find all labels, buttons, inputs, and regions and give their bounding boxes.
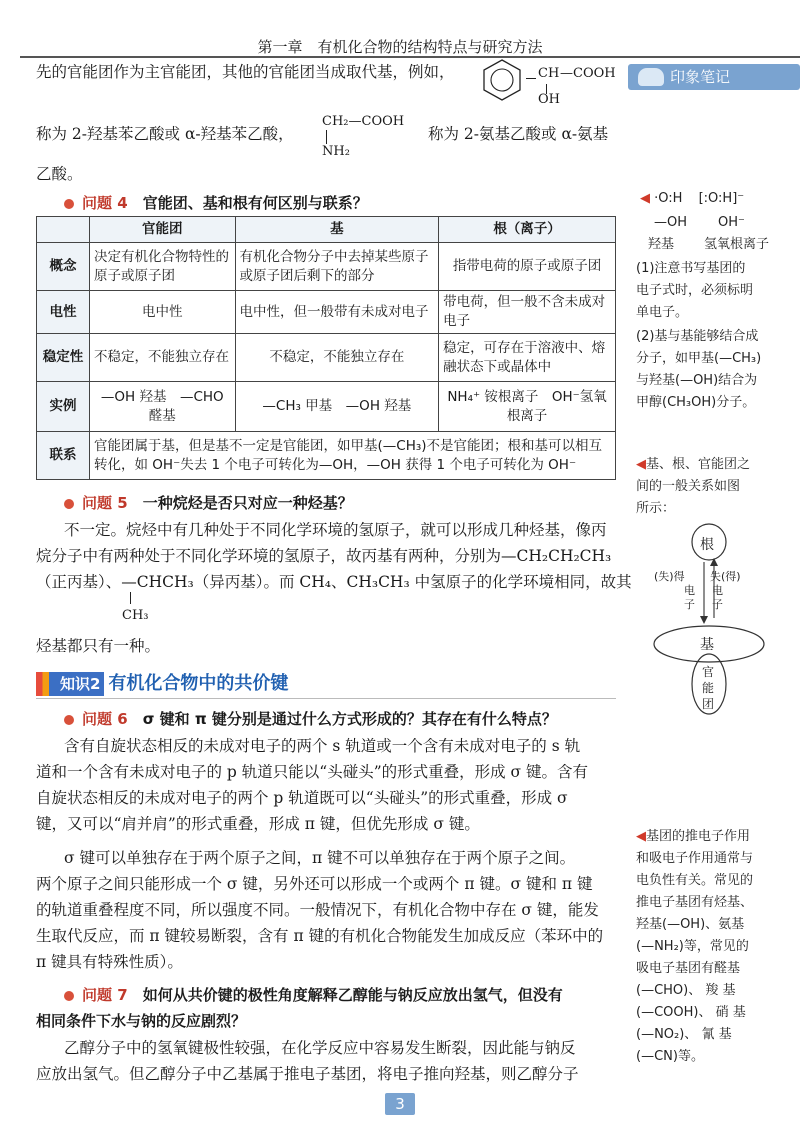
bullet-icon	[64, 991, 74, 1001]
q5-title: 一种烷烃是否只对应一种烃基？	[142, 494, 353, 512]
table-row	[37, 243, 616, 291]
section-rule	[36, 698, 616, 699]
diagram-lose: (失)得	[654, 570, 685, 583]
table-cell-merged: 官能团属于基，但是基不一定是官能团，如甲基(—CH₃)不是官能团；根和基可以相互转化，如 OH⁻失去 1 个电子可转化为—OH，—OH 获得 1 个电子可转化为 OH⁻	[90, 432, 616, 480]
side-note3-line: 电负性有关。常见的	[636, 873, 754, 888]
side-note2-text: 基、根、官能团之	[646, 457, 751, 472]
side-ohm: OH⁻	[718, 215, 745, 230]
mol1-cooh: —COOH	[560, 66, 616, 81]
chapter-header: 第一章 有机化合物的结构特点与研究方法	[257, 38, 543, 56]
bond-line	[526, 78, 536, 79]
notes-badge	[628, 64, 800, 90]
side-note3-line: (—CN)等。	[636, 1049, 704, 1064]
q6-heading	[64, 708, 557, 729]
bullet-icon	[64, 499, 74, 509]
side-note3-line: (—COOH)、 硝 基	[636, 1005, 746, 1020]
comparison-table	[36, 216, 616, 480]
side-note3-line: (—NH₂)等，常见的	[636, 939, 749, 954]
bullet-icon	[64, 715, 74, 725]
side-note1-line: (2)基与基能够结合成	[636, 329, 759, 344]
q7-number: 问题 7	[82, 986, 128, 1004]
q5-line-4: 烃基都只有一种。	[36, 637, 161, 655]
side-note3-line: (—NO₂)、 氰 基	[636, 1027, 732, 1042]
table-header: 根（离子）	[439, 217, 616, 243]
table-cell: NH₄⁺ 铵根离子 OH⁻氢氧根离子	[439, 382, 616, 432]
row-label: 稳定性	[37, 334, 90, 382]
side-note3-line: 吸电子基团有醛基	[636, 961, 741, 976]
diagram-root: 根	[700, 537, 714, 553]
table-cell: 稳定，可存在于溶液中、熔融状态下或晶体中	[439, 334, 616, 382]
triangle-marker-icon: ◀	[636, 829, 646, 844]
mol2-top: CH₂—COOH	[322, 114, 405, 129]
table-cell: 不稳定，不能独立存在	[90, 334, 236, 382]
q7-heading	[64, 984, 563, 1005]
q6-line: 生取代反应，而 π 键较易断裂，含有 π 键的有机化合物能发生加成反应（苯环中的	[36, 927, 604, 945]
diagram-e2: 电子	[712, 584, 723, 611]
table-cell: 决定有机化合物特性的原子或原子团	[90, 243, 236, 291]
bond-line	[130, 592, 131, 604]
q6-line: 自旋状态相反的未成对电子的两个 p 轨道既可以“头碰头”的形式重叠，形成 σ	[36, 789, 568, 807]
q5-sub-ch3: CH₃	[122, 608, 149, 623]
q6-line: π 键具有特殊性质）。	[36, 953, 183, 971]
table-cell: 带电荷，但一般不含未成对电子	[439, 291, 616, 334]
q6-line: 道和一个含有未成对电子的 p 轨道只能以“头碰头”的形式重叠，形成 σ 键。含有	[36, 763, 589, 781]
q6-line: 两个原子之间只能形成一个 σ 键，另外还可以形成一个或两个 π 键。σ 键和 π 键	[36, 875, 593, 893]
table-cell: —OH 羟基 —CHO 醛基	[90, 382, 236, 432]
q6-line: σ 键可以单独存在于两个原子之间，π 键不可以单独存在于两个原子之间。	[64, 849, 576, 867]
intro-line-1: 先的官能团作为主官能团，其他的官能团当成取代基，例如，	[36, 63, 455, 81]
table-row	[37, 291, 616, 334]
q7-line: 应放出氢气。但乙醇分子中乙基属于推电子基团，将电子推向羟基，则乙醇分子	[36, 1065, 579, 1083]
side-label-hydroxyl: 羟基	[648, 237, 675, 252]
table-cell: 电中性，但一般带有未成对电子	[235, 291, 439, 334]
side-note2-line: 间的一般关系如图	[636, 479, 741, 494]
header-rule	[20, 56, 800, 58]
diagram-gain: 失(得)	[710, 570, 741, 583]
table-header: 基	[235, 217, 439, 243]
table-corner	[37, 217, 90, 243]
q4-heading	[64, 192, 368, 213]
color-bars-icon	[36, 672, 56, 696]
q6-line: 的轨道重叠程度不同，所以强度不同。一般情况下，有机化合物中存在 σ 键，能发	[36, 901, 599, 919]
q7-line: 乙醇分子中的氢氧键极性较强，在化学反应中容易发生断裂，因此能与钠反	[64, 1039, 576, 1057]
badge-label: 印象笔记	[670, 68, 731, 86]
q5-line-3: （正丙基）、—CHCH₃（异丙基）。而 CH₄、CH₃CH₃ 中氢原子的化学环境相同，故其	[36, 573, 632, 591]
q5-heading	[64, 492, 353, 513]
mol1-ch: CH	[538, 66, 560, 81]
mol2-bottom: NH₂	[322, 144, 350, 159]
triangle-marker-icon: ◀	[640, 191, 650, 206]
table-header: 官能团	[90, 217, 236, 243]
q7-title: 如何从共价键的极性角度解释乙醇能与钠反应放出氢气，但没有	[142, 986, 563, 1004]
triangle-marker-icon: ◀	[636, 457, 646, 472]
table-cell: 指带电荷的原子或原子团	[439, 243, 616, 291]
side-note3-line: 推电子基团有烃基、	[636, 895, 754, 910]
table-row	[37, 382, 616, 432]
q5-number: 问题 5	[82, 494, 128, 512]
diagram-fg: 官能团	[702, 665, 715, 711]
q5-line-2: 烷分子中有两种处于不同化学环境的氢原子，故丙基有两种，分别为—CH₂CH₂CH₃	[36, 547, 612, 565]
side-note3-line: 羟基(—OH)、氨基	[636, 917, 745, 932]
knowledge-tag: 知识2	[56, 672, 104, 696]
side-note3-line: (—CHO)、 羧 基	[636, 983, 736, 998]
q4-title: 官能团、基和根有何区别与联系？	[142, 194, 368, 212]
formula-hydroxide: [:O:H]⁻	[698, 191, 745, 206]
side-note2-line: 所示：	[636, 501, 676, 516]
table-cell: 电中性	[90, 291, 236, 334]
q7-title-cont: 相同条件下水与钠的反应剧烈？	[36, 1012, 247, 1030]
table-cell: 不稳定，不能独立存在	[235, 334, 439, 382]
side-electron-formulas	[640, 188, 744, 210]
side-note3-text: 基团的推电子作用	[646, 829, 751, 844]
formula-hydroxyl: ·O:H	[654, 191, 683, 206]
q4-number: 问题 4	[82, 194, 128, 212]
side-oh: —OH	[654, 215, 688, 230]
row-label: 实例	[37, 382, 90, 432]
side-note1-line: 甲醇(CH₃OH)分子。	[636, 395, 756, 410]
knowledge-section-header	[36, 672, 288, 698]
diagram-e1: 电子	[684, 584, 695, 611]
table-row	[37, 432, 616, 480]
q6-title: σ 键和 π 键分别是通过什么方式形成的？其存在有什么特点？	[142, 710, 557, 728]
side-note1-line: 电子式时，必须标明	[636, 283, 754, 298]
side-note2-line	[636, 454, 750, 476]
mol1-oh: OH	[538, 92, 560, 107]
side-note3-line: 和吸电子作用通常与	[636, 851, 754, 866]
table-cell: 有机化合物分子中去掉某些原子或原子团后剩下的部分	[235, 243, 439, 291]
elephant-icon	[638, 68, 664, 86]
diagram-base: 基	[700, 637, 714, 653]
table-cell: —CH₃ 甲基 —OH 羟基	[235, 382, 439, 432]
side-note1-line: 单电子。	[636, 305, 689, 320]
q6-line: 含有自旋状态相反的未成对电子的两个 s 轨道或一个含有未成对电子的 s 轨	[64, 737, 581, 755]
intro-line-2b: 称为 2-氨基乙酸或 α-氨基	[428, 125, 609, 143]
side-note1-line: 与羟基(—OH)结合为	[636, 373, 758, 388]
side-note3-line	[636, 826, 750, 848]
side-label-hydroxide: 氢氧根离子	[704, 237, 770, 252]
table-row	[37, 334, 616, 382]
side-note1-line: (1)注意书写基团的	[636, 261, 746, 276]
knowledge-title: 有机化合物中的共价键	[108, 673, 289, 694]
bullet-icon	[64, 199, 74, 209]
row-label: 联系	[37, 432, 90, 480]
q6-number: 问题 6	[82, 710, 128, 728]
side-note1-line: 分子，如甲基(—CH₃)	[636, 351, 762, 366]
benzene-ring	[478, 56, 526, 104]
intro-line-2a: 称为 2-羟基苯乙酸或 α-羟基苯乙酸，	[36, 125, 294, 143]
row-label: 电性	[37, 291, 90, 334]
row-label: 概念	[37, 243, 90, 291]
q6-line: 键，又可以“肩并肩”的形式重叠，形成 π 键，但优先形成 σ 键。	[36, 815, 480, 833]
intro-line-3: 乙酸。	[36, 165, 83, 183]
page-number: 3	[385, 1093, 415, 1115]
q5-line-1: 不一定。烷烃中有几种处于不同化学环境的氢原子，就可以形成几种烃基，像丙	[64, 521, 607, 539]
